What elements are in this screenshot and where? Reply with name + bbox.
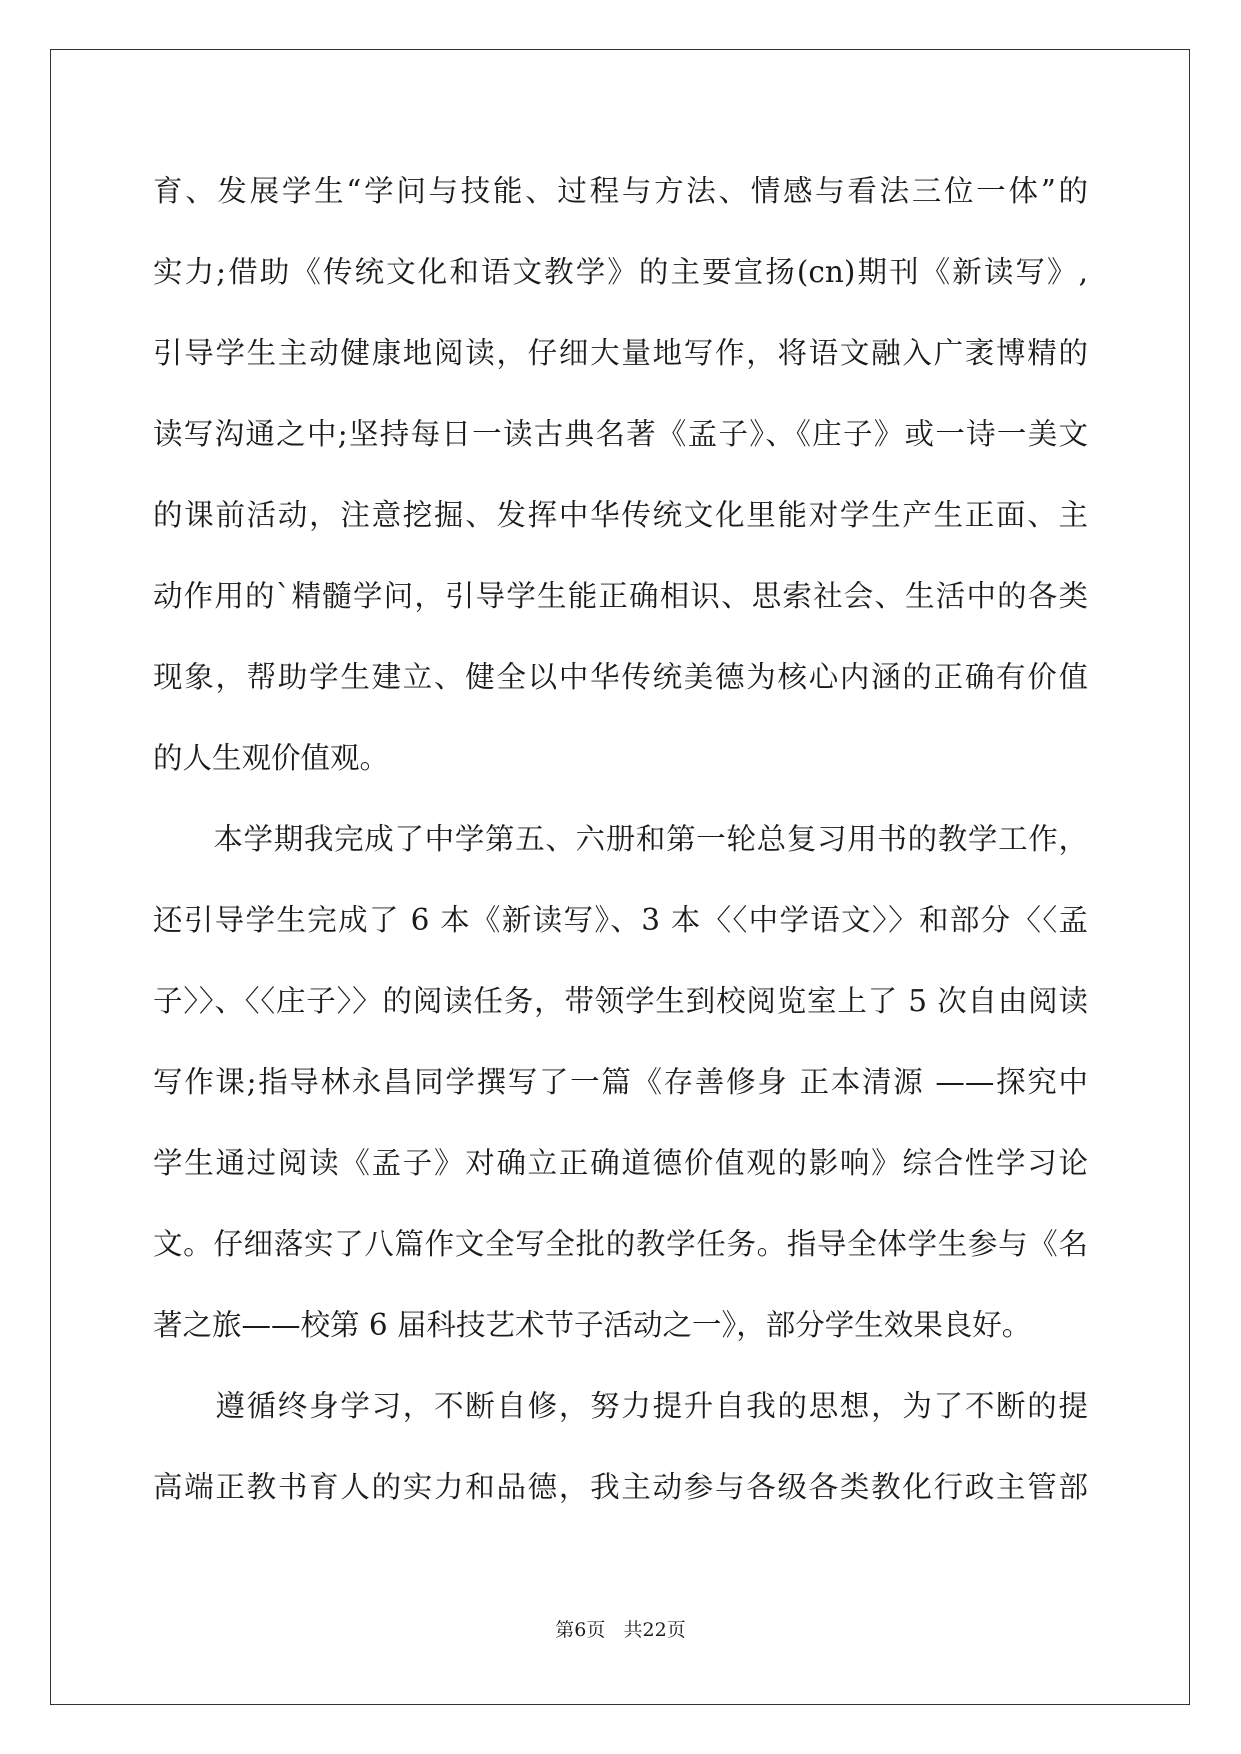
text-line: 本学期我完成了中学第五、六册和第一轮总复习用书的教学工作，	[153, 822, 1088, 856]
text-line: 高端正教书育人的实力和品德，我主动参与各级各类教化行政主管部	[153, 1470, 1088, 1504]
page-label-mid: 页 共	[586, 1619, 643, 1641]
text-line: 文。仔细落实了八篇作文全写全批的教学任务。指导全体学生参与《名	[153, 1227, 1088, 1261]
text-line: 动作用的`精髓学问，引导学生能正确相识、思索社会、生活中的各类	[153, 579, 1088, 613]
text-line: 现象，帮助学生建立、健全以中华传统美德为核心内涵的正确有价值	[153, 660, 1088, 694]
text-line: 子〉〉、〈〈庄子〉〉的阅读任务，带领学生到校阅览室上了 5 次自由阅读	[153, 984, 1088, 1018]
document-body	[153, 162, 1088, 1539]
paragraph-end-line: 的人生观价值观。	[153, 741, 390, 775]
page-footer	[0, 1618, 1241, 1642]
text-line: 育、发展学生“学问与技能、过程与方法、情感与看法三位一体”的	[153, 174, 1088, 208]
text-line: 读写沟通之中;坚持每日一读古典名著《孟子》、《庄子》或一诗一美文	[153, 417, 1088, 451]
text-line: 学生通过阅读《孟子》对确立正确道德价值观的影响》综合性学习论	[153, 1146, 1088, 1180]
page-label-suffix: 页	[666, 1619, 686, 1641]
text-line: 实力;借助《传统文化和语文教学》的主要宣扬(cn)期刊《新读写》,	[153, 255, 1088, 289]
text-line: 写作课;指导林永昌同学撰写了一篇《存善修身 正本清源 ——探究中	[153, 1065, 1088, 1099]
text-line: 遵循终身学习，不断自修，努力提升自我的思想，为了不断的提	[153, 1389, 1088, 1423]
text-line: 的课前活动，注意挖掘、发挥中华传统文化里能对学生产生正面、主	[153, 498, 1088, 532]
total-pages-number: 22	[642, 1619, 667, 1641]
paragraph-end-line: 著之旅——校第 6 届科技艺术节子活动之一》，部分学生效果良好。	[153, 1308, 1032, 1342]
text-line: 引导学生主动健康地阅读，仔细大量地写作，将语文融入广袤博精的	[153, 336, 1088, 370]
page-label-prefix: 第	[555, 1619, 575, 1641]
current-page-number: 6	[574, 1619, 587, 1641]
text-line: 还引导学生完成了 6 本《新读写》、3 本〈〈中学语文〉〉和部分〈〈孟	[153, 903, 1088, 937]
